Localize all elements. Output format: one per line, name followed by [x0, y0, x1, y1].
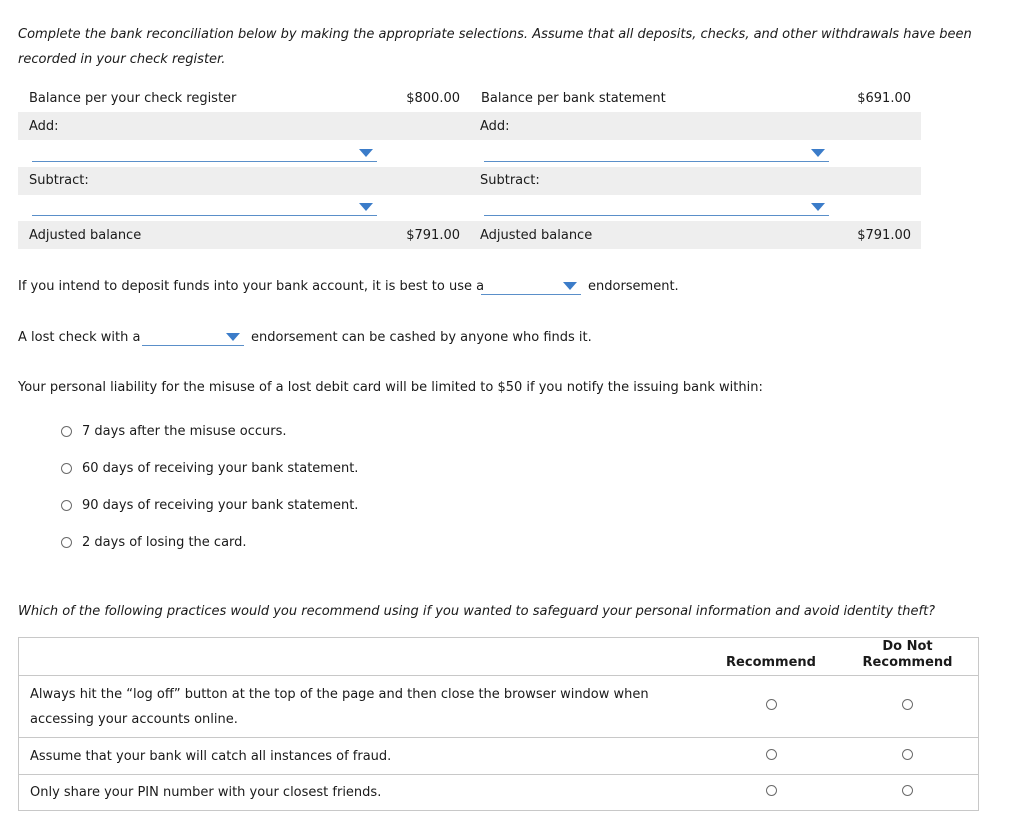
radio-button[interactable]: [61, 537, 72, 548]
recommend-cell: [705, 738, 837, 775]
subtract-row-shade: [18, 167, 921, 195]
option-label: 60 days of receiving your bank statement.: [82, 461, 359, 476]
right-adjusted-value: $791.00: [857, 228, 911, 243]
right-subtract-label: Subtract:: [480, 173, 540, 188]
chevron-down-icon: [359, 203, 373, 211]
deposit-endorsement-dropdown[interactable]: [481, 280, 581, 295]
lost-check-question-text: A lost check with a: [18, 330, 141, 345]
right-subtract-dropdown[interactable]: [484, 201, 829, 216]
statement-header: [19, 638, 706, 676]
radio-button[interactable]: [61, 426, 72, 437]
do-not-recommend-cell: [837, 676, 979, 738]
do-not-recommend-header-line2: Recommend: [862, 655, 953, 670]
table-row: [19, 676, 979, 738]
lost-check-endorsement-dropdown[interactable]: [142, 331, 244, 346]
left-subtract-dropdown[interactable]: [32, 201, 377, 216]
left-add-dropdown[interactable]: [32, 147, 377, 162]
do-not-recommend-cell: [837, 738, 979, 775]
option-label: 2 days of losing the card.: [82, 535, 247, 550]
recommend-radio[interactable]: [766, 785, 777, 796]
left-adjusted-label: Adjusted balance: [29, 228, 142, 243]
liability-option[interactable]: [61, 461, 358, 476]
add-row-shade: [18, 112, 921, 140]
do-not-recommend-cell: [837, 775, 979, 811]
chevron-down-icon: [811, 149, 825, 157]
lost-check-question-suffix: endorsement can be cashed by anyone who finds it.: [251, 330, 592, 345]
liability-option[interactable]: [61, 535, 247, 550]
right-add-dropdown[interactable]: [484, 147, 829, 162]
recommend-radio[interactable]: [766, 699, 777, 710]
right-adjusted-label: Adjusted balance: [480, 228, 593, 243]
do-not-recommend-header: [837, 638, 979, 676]
option-label: 7 days after the misuse occurs.: [82, 424, 287, 439]
deposit-question-text: If you intend to deposit funds into your bank account, it is best to use a: [18, 279, 485, 294]
bank-statement-balance-value: $691.00: [857, 91, 911, 106]
recommend-header: Recommend: [726, 655, 816, 670]
instructions: Complete the bank reconciliation below by making the appropriate selections. Assume that all deposits, checks, and other withdrawals have been recorded in your check register.: [18, 27, 972, 67]
liability-option[interactable]: [61, 498, 358, 513]
right-add-label: Add:: [480, 119, 510, 134]
check-register-balance-value: $800.00: [406, 91, 460, 106]
recommend-cell: [705, 676, 837, 738]
chevron-down-icon: [359, 149, 373, 157]
table-row: [19, 775, 979, 811]
table-row: [19, 738, 979, 775]
practice-statement: Always hit the “log off” button at the top of the page and then close the browser window when accessing your accounts online.: [19, 676, 706, 738]
liability-option[interactable]: [61, 424, 287, 439]
left-add-label: Add:: [29, 119, 59, 134]
practice-statement: Assume that your bank will catch all instances of fraud.: [19, 738, 706, 775]
practice-statement: Only share your PIN number with your closest friends.: [19, 775, 706, 811]
left-subtract-label: Subtract:: [29, 173, 89, 188]
chevron-down-icon: [811, 203, 825, 211]
deposit-question-suffix: endorsement.: [588, 279, 679, 294]
chevron-down-icon: [563, 282, 577, 290]
left-adjusted-value: $791.00: [406, 228, 460, 243]
table-header-row: [19, 638, 979, 676]
recommend-cell: [705, 775, 837, 811]
chevron-down-icon: [226, 333, 240, 341]
do-not-recommend-radio[interactable]: [902, 785, 913, 796]
do-not-recommend-header-line1: Do Not: [882, 639, 933, 654]
do-not-recommend-radio[interactable]: [902, 699, 913, 710]
practices-table: [18, 637, 979, 811]
recommend-radio[interactable]: [766, 749, 777, 760]
bank-statement-balance-label: Balance per bank statement: [481, 91, 666, 106]
practices-question: Which of the following practices would you recommend using if you wanted to safeguard your personal information and avoid identity theft?: [18, 604, 936, 619]
option-label: 90 days of receiving your bank statement.: [82, 498, 359, 513]
check-register-balance-label: Balance per your check register: [29, 91, 237, 106]
liability-question: Your personal liability for the misuse of a lost debit card will be limited to $50 if you notify the issuing bank within:: [18, 380, 763, 395]
do-not-recommend-radio[interactable]: [902, 749, 913, 760]
adjusted-row-shade: [18, 221, 921, 249]
radio-button[interactable]: [61, 463, 72, 474]
radio-button[interactable]: [61, 500, 72, 511]
